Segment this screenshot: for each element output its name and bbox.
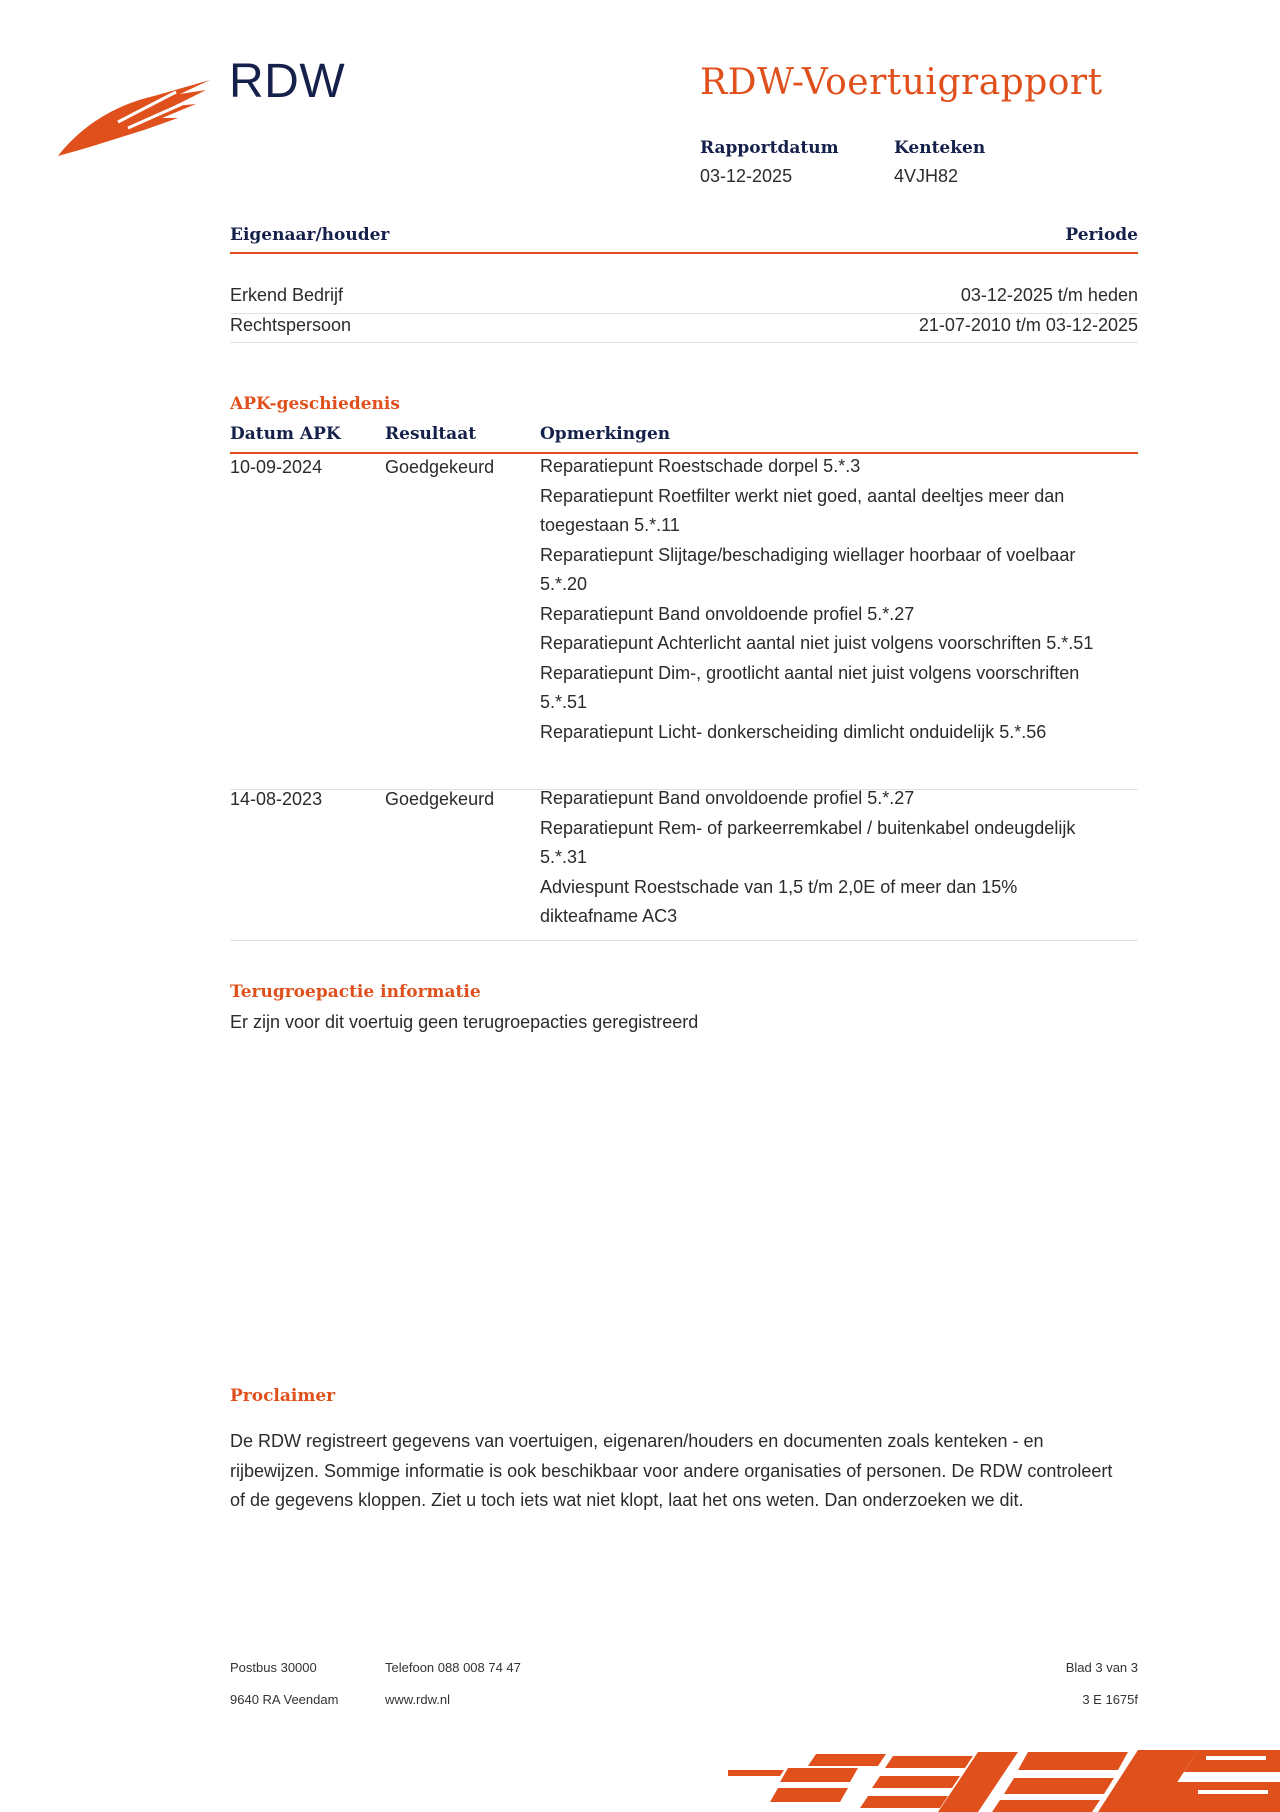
footer-page-number: Blad 3 van 3 — [1065, 1660, 1138, 1675]
apk-entry-date: 10-09-2024 — [230, 457, 323, 477]
apk-remarks-header: Opmerkingen — [540, 424, 671, 444]
apk-remark: Reparatiepunt Dim-, grootlicht aantal niet juist volgens voorschriften 5.*.51 — [540, 662, 1080, 712]
page-title: RDW-Voertuigrapport — [700, 62, 1103, 103]
footer-city: 9640 RA Veendam — [230, 1692, 339, 1707]
owner-row-name: Rechtspersoon — [230, 315, 352, 335]
owner-row-period: 21-07-2010 t/m 03-12-2025 — [918, 315, 1138, 335]
owner-row-period: 03-12-2025 t/m heden — [960, 285, 1138, 305]
apk-entry-date: 14-08-2023 — [230, 789, 323, 809]
plate-value: 4VJH82 — [894, 166, 959, 186]
owner-row-name: Erkend Bedrijf — [230, 285, 344, 305]
rdw-wing-logo-icon — [58, 78, 210, 160]
apk-remark: Reparatiepunt Roetfilter werkt niet goed, aantal deeltjes meer dan toegestaan 5.*.11 — [540, 485, 1065, 535]
apk-entry-remarks — [540, 784, 1120, 932]
footer-website-link[interactable]: www.rdw.nl — [385, 1692, 451, 1707]
apk-entry-result: Goedgekeurd — [385, 789, 495, 809]
period-column-header: Periode — [1065, 225, 1138, 245]
apk-result-header: Resultaat — [385, 424, 477, 444]
recall-text: Er zijn voor dit voertuig geen terugroepacties geregistreerd — [230, 1012, 699, 1032]
report-date-label: Rapportdatum — [700, 138, 839, 158]
apk-remark: Reparatiepunt Band onvoldoende profiel 5.*.27 — [540, 603, 915, 624]
apk-remark: Reparatiepunt Band onvoldoende profiel 5.*.27 — [540, 788, 915, 808]
rdw-stripes-icon — [728, 1742, 1280, 1812]
disclaimer-title: Proclaimer — [230, 1386, 336, 1406]
footer-phone: Telefoon 088 008 74 47 — [385, 1660, 521, 1675]
footer-postbus: Postbus 30000 — [230, 1660, 317, 1675]
apk-entry-remarks — [540, 452, 1120, 747]
disclaimer-text: De RDW registreert gegevens van voertuigen, eigenaren/houders en documenten zoals kenteken - en rijbewijzen. Sommige informatie is ook beschikbaar voor andere organisaties of personen. De RDW controleert of de gegevens kloppen. Ziet u toch iets wat niet klopt, laat het ons weten. Dan onderzoeken we dit. — [230, 1431, 1113, 1510]
row-divider — [230, 313, 1138, 314]
recall-section-title: Terugroepactie informatie — [230, 982, 481, 1002]
owner-header-rule — [230, 252, 1138, 254]
apk-date-header: Datum APK — [230, 424, 341, 444]
row-divider — [230, 940, 1138, 941]
apk-remark: Reparatiepunt Roestschade dorpel 5.*.3 — [540, 456, 861, 476]
plate-label: Kenteken — [894, 138, 986, 158]
apk-remark: Reparatiepunt Achterlicht aantal niet juist volgens voorschriften 5.*.51 — [540, 633, 1094, 653]
brand-name: RDW — [229, 55, 346, 108]
apk-entry-result: Goedgekeurd — [385, 457, 495, 477]
apk-section-title: APK-geschiedenis — [230, 394, 400, 414]
apk-remark: Reparatiepunt Slijtage/beschadiging wiellager hoorbaar of voelbaar 5.*.20 — [540, 544, 1076, 594]
apk-remark: Reparatiepunt Licht- donkerscheiding dimlicht onduidelijk 5.*.56 — [540, 721, 1047, 742]
apk-remark: Reparatiepunt Rem- of parkeerremkabel / buitenkabel ondeugdelijk 5.*.31 — [540, 817, 1076, 867]
footer-document-code: 3 E 1675f — [1082, 1692, 1138, 1707]
owner-column-header: Eigenaar/houder — [230, 225, 390, 245]
row-divider — [230, 342, 1138, 343]
apk-remark: Adviespunt Roestschade van 1,5 t/m 2,0E of meer dan 15% dikteafname AC3 — [540, 876, 1018, 926]
report-date-value: 03-12-2025 — [700, 166, 793, 186]
